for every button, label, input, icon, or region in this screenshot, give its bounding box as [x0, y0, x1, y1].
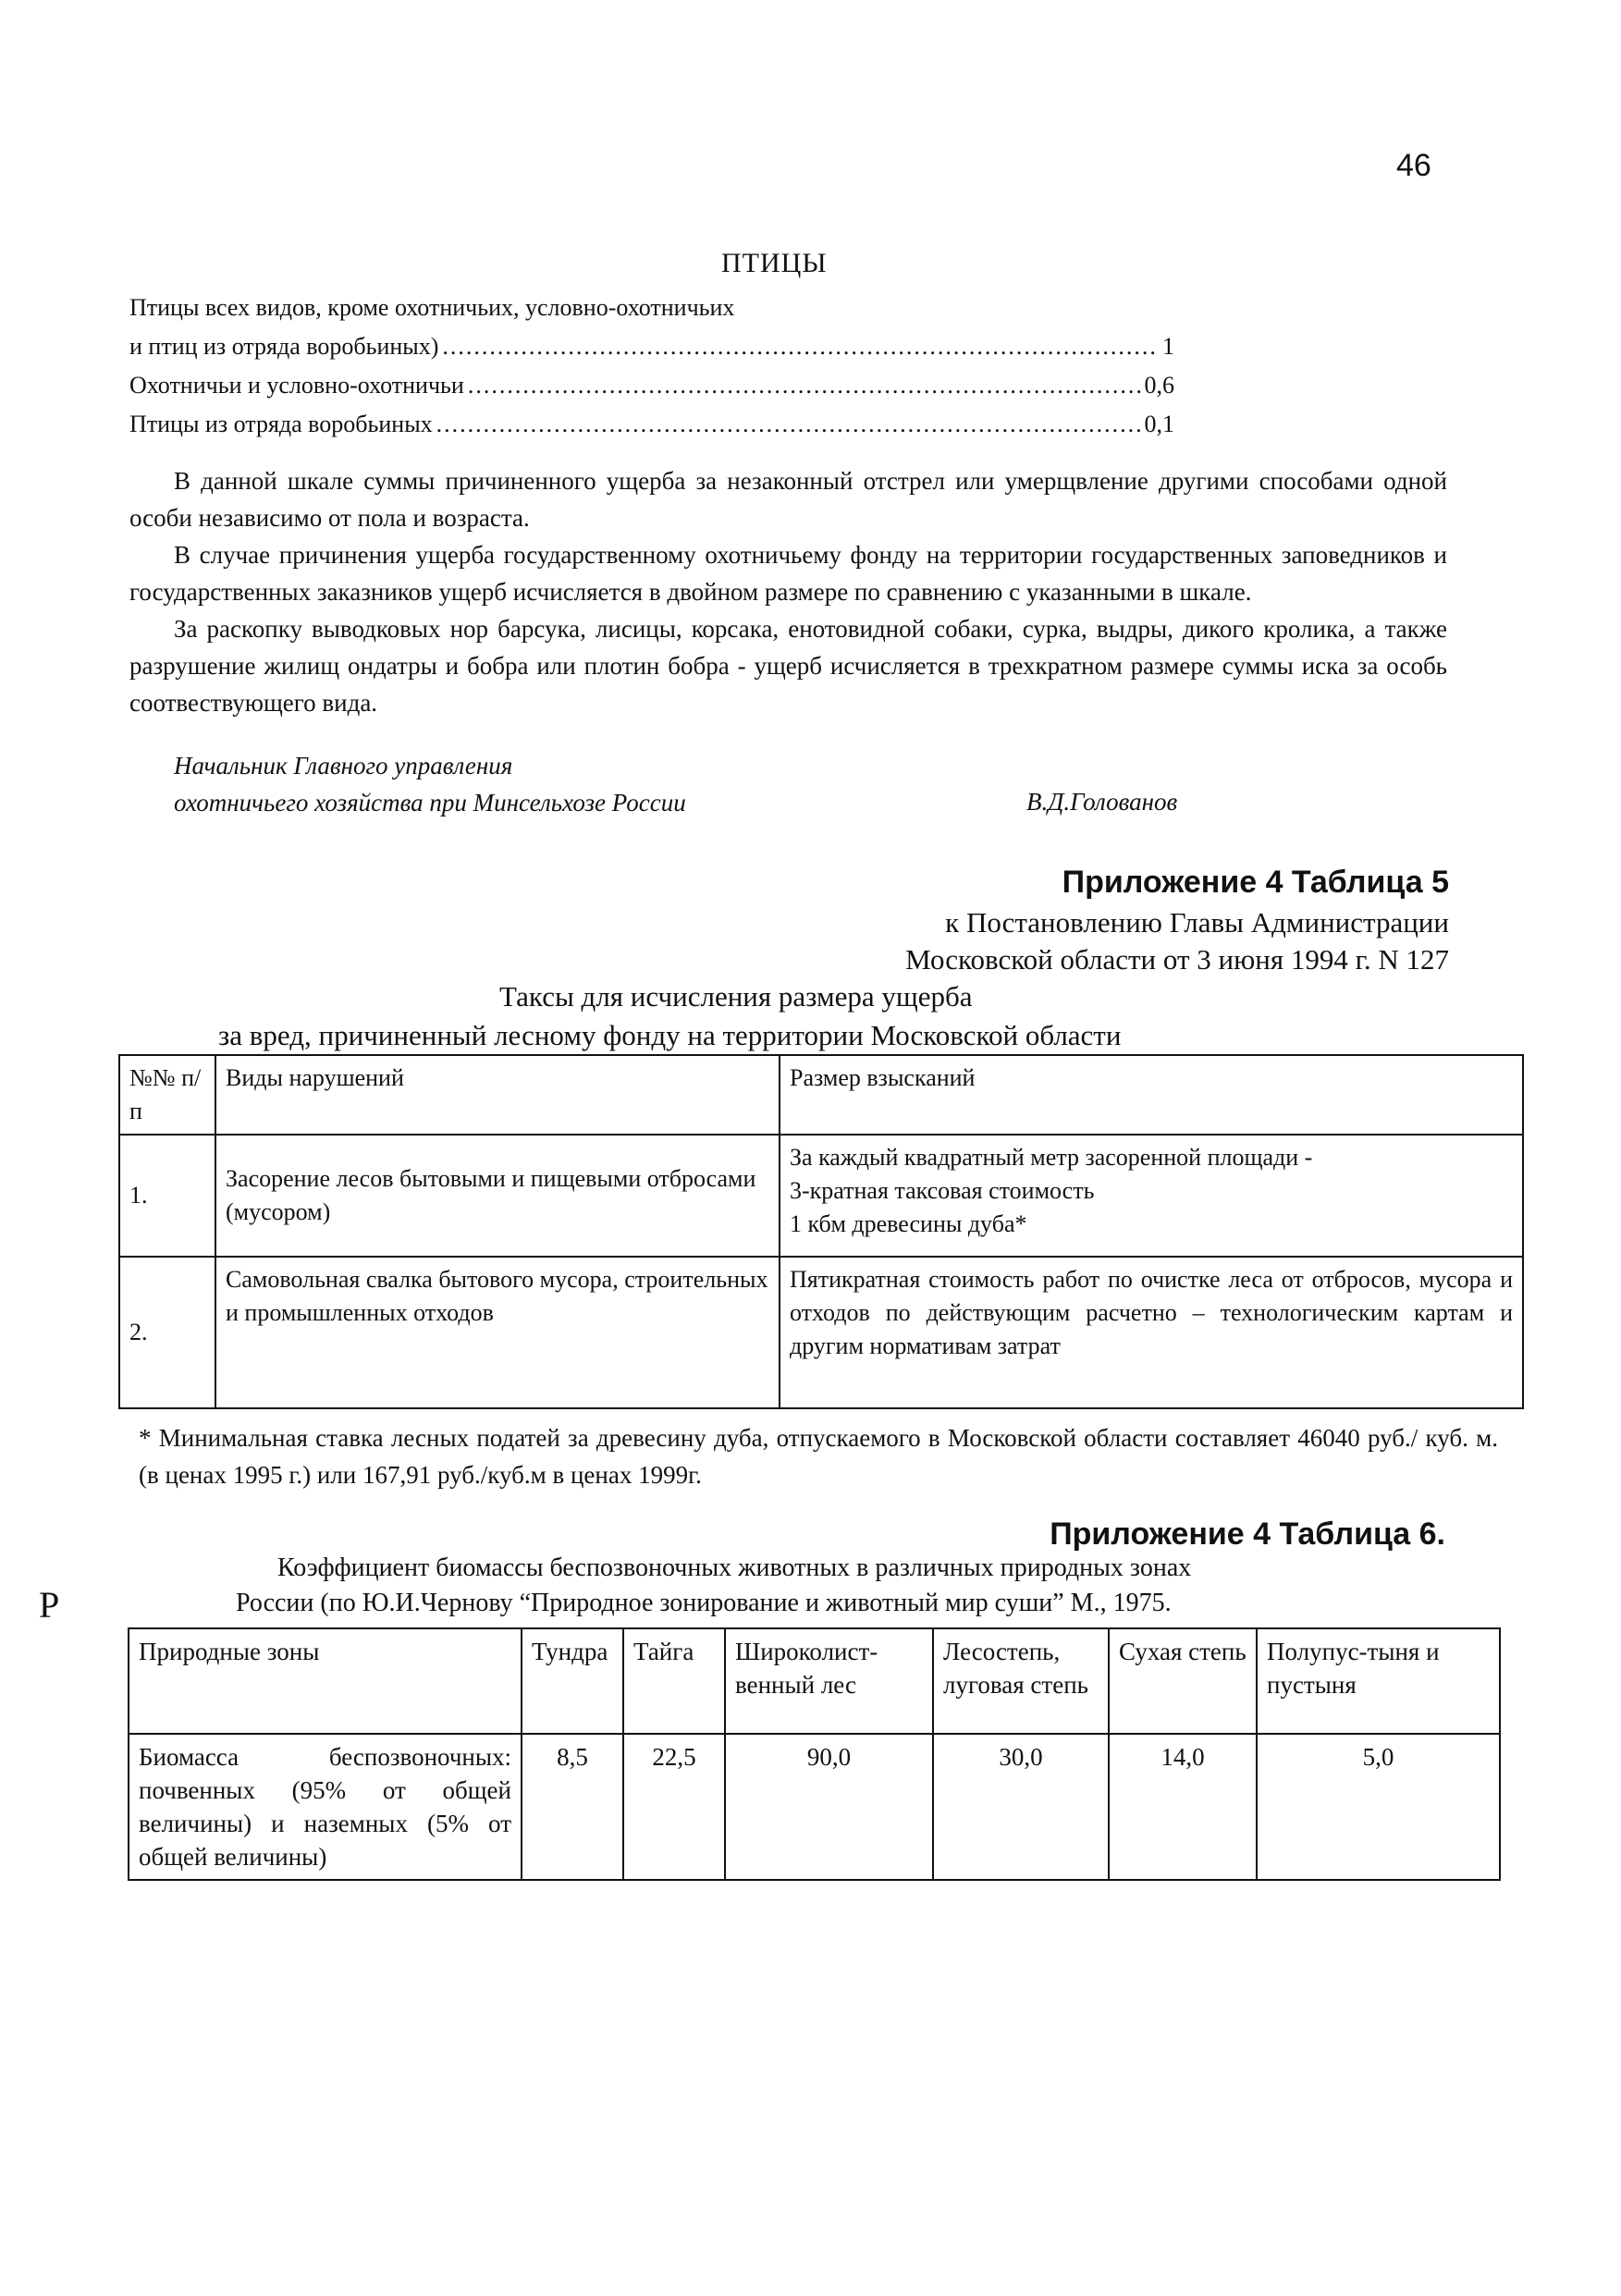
row-penalty: Пятикратная стоимость работ по очистке леса от отбросов, мусора и отходов по действующим расчетно – технологическим картам и другим нормативам затрат	[780, 1257, 1523, 1408]
paragraph: В случае причинения ущерба государственному охотничьему фонду на территории государственных заповедников и государственных заказников ущерб исчисляется в двойном размере по сравнению с указанными в шкале.	[129, 541, 1447, 606]
birds-section-title: ПТИЦЫ	[721, 248, 828, 278]
appendix-6-title: Приложение 4 Таблица 6.	[1050, 1516, 1445, 1552]
table-row	[129, 1734, 1500, 1880]
rate-label: Птицы из отряда воробьиных	[129, 411, 433, 437]
row-violation: Самовольная свалка бытового мусора, строительных и промышленных отходов	[215, 1257, 780, 1408]
header-penalty: Размер взысканий	[780, 1055, 1523, 1135]
reference-line-2: Московской области от 3 июня 1994 г. N 127	[905, 943, 1449, 976]
table-5	[118, 1054, 1524, 1409]
table-5-caption-2: за вред, причиненный лесному фонду на территории Московской области	[218, 1019, 1122, 1051]
header-broadleaf-forest: Широколист-венный лес	[725, 1628, 933, 1734]
table-6-caption-1: Коэффициент биомассы беспозвоночных животных в различных природных зонах	[277, 1553, 1192, 1582]
birds-rate-row	[129, 327, 1174, 366]
signature-name: В.Д.Голованов	[1026, 788, 1178, 816]
appendix-5-title: Приложение 4 Таблица 5	[1062, 865, 1449, 900]
rate-label: и птиц из отряда воробьиных)	[129, 333, 439, 360]
rate-value: 0,6	[1144, 372, 1174, 399]
rate-value: 1	[1162, 333, 1174, 360]
header-forest-steppe: Лесостепь, луговая степь	[933, 1628, 1109, 1734]
header-dry-steppe: Сухая степь	[1109, 1628, 1257, 1734]
header-tundra: Тундра	[522, 1628, 623, 1734]
row-num: 2.	[119, 1257, 215, 1408]
table-header-row	[119, 1055, 1523, 1135]
reference-line-1: к Постановлению Главы Администрации	[945, 906, 1449, 939]
dot-leader	[442, 327, 1159, 366]
dot-leader	[436, 405, 1141, 444]
paragraph: За раскопку выводковых нор барсука, лисицы, корсака, енотовидной собаки, сурка, выдры, дикого кролика, а также разрушение жилищ ондатры и бобра или плотин бобра - ущерб исчисляется в трехкратном размере суммы иска за особь соотвествующего вида.	[129, 615, 1447, 717]
dot-leader	[468, 366, 1141, 405]
rate-value: 0,1	[1144, 411, 1174, 437]
penalty-line: 1 кбм древесины дуба*	[790, 1210, 1027, 1237]
value-taiga: 22,5	[623, 1734, 725, 1880]
header-num: №№ п/п	[119, 1055, 215, 1135]
page-number: 46	[1396, 148, 1431, 183]
penalty-line: 3-кратная таксовая стоимость	[790, 1177, 1095, 1204]
row-num: 1.	[119, 1135, 215, 1257]
birds-rate-row	[129, 366, 1174, 405]
header-taiga: Тайга	[623, 1628, 725, 1734]
birds-rates-list	[129, 289, 1174, 444]
penalty-line: За каждый квадратный метр засоренной площади -	[790, 1144, 1313, 1171]
value-forest-steppe: 30,0	[933, 1734, 1109, 1880]
value-tundra: 8,5	[522, 1734, 623, 1880]
paragraph: В данной шкале суммы причиненного ущерба за незаконный отстрел или умерщвление другими способами одной особи независимо от пола и возраста.	[129, 467, 1447, 532]
value-semidesert: 5,0	[1257, 1734, 1500, 1880]
table-header-row	[129, 1628, 1500, 1734]
row-violation: Засорение лесов бытовыми и пищевыми отбросами (мусором)	[215, 1135, 780, 1257]
header-semidesert: Полупус-тыня и пустыня	[1257, 1628, 1500, 1734]
birds-line-1: Птицы всех видов, кроме охотничьих, условно-охотничьих	[129, 294, 735, 321]
birds-rate-row	[129, 405, 1174, 444]
row-penalty	[780, 1135, 1523, 1257]
table-6	[128, 1627, 1501, 1881]
table-5-caption-1: Таксы для исчисления размера ущерба	[499, 980, 973, 1013]
margin-mark: Р	[39, 1584, 60, 1626]
header-zones: Природные зоны	[129, 1628, 522, 1734]
appendix-5-reference	[905, 904, 1449, 978]
value-dry-steppe: 14,0	[1109, 1734, 1257, 1880]
signature-line-2: охотничьего хозяйства при Минсельхозе России	[174, 789, 686, 816]
row-label: Биомасса беспозвоночных: почвенных (95% от общей величины) и наземных (5% от общей величины)	[129, 1734, 522, 1880]
rate-label: Охотничьи и условно-охотничьи	[129, 372, 464, 399]
body-text	[129, 462, 1447, 721]
table-row	[119, 1257, 1523, 1408]
table-row	[119, 1135, 1523, 1257]
signature-title	[174, 747, 686, 821]
value-broadleaf-forest: 90,0	[725, 1734, 933, 1880]
table-6-caption-2: России (по Ю.И.Чернову “Природное зонирование и животный мир суши” М., 1975.	[236, 1589, 1172, 1617]
header-violation: Виды нарушений	[215, 1055, 780, 1135]
signature-line-1: Начальник Главного управления	[174, 752, 513, 780]
table-5-footnote: * Минимальная ставка лесных податей за древесину дуба, отпускаемого в Московской области составляет 46040 руб./ куб. м. (в ценах 1995 г.) или 167,91 руб./куб.м в ценах 1999г.	[139, 1424, 1498, 1489]
